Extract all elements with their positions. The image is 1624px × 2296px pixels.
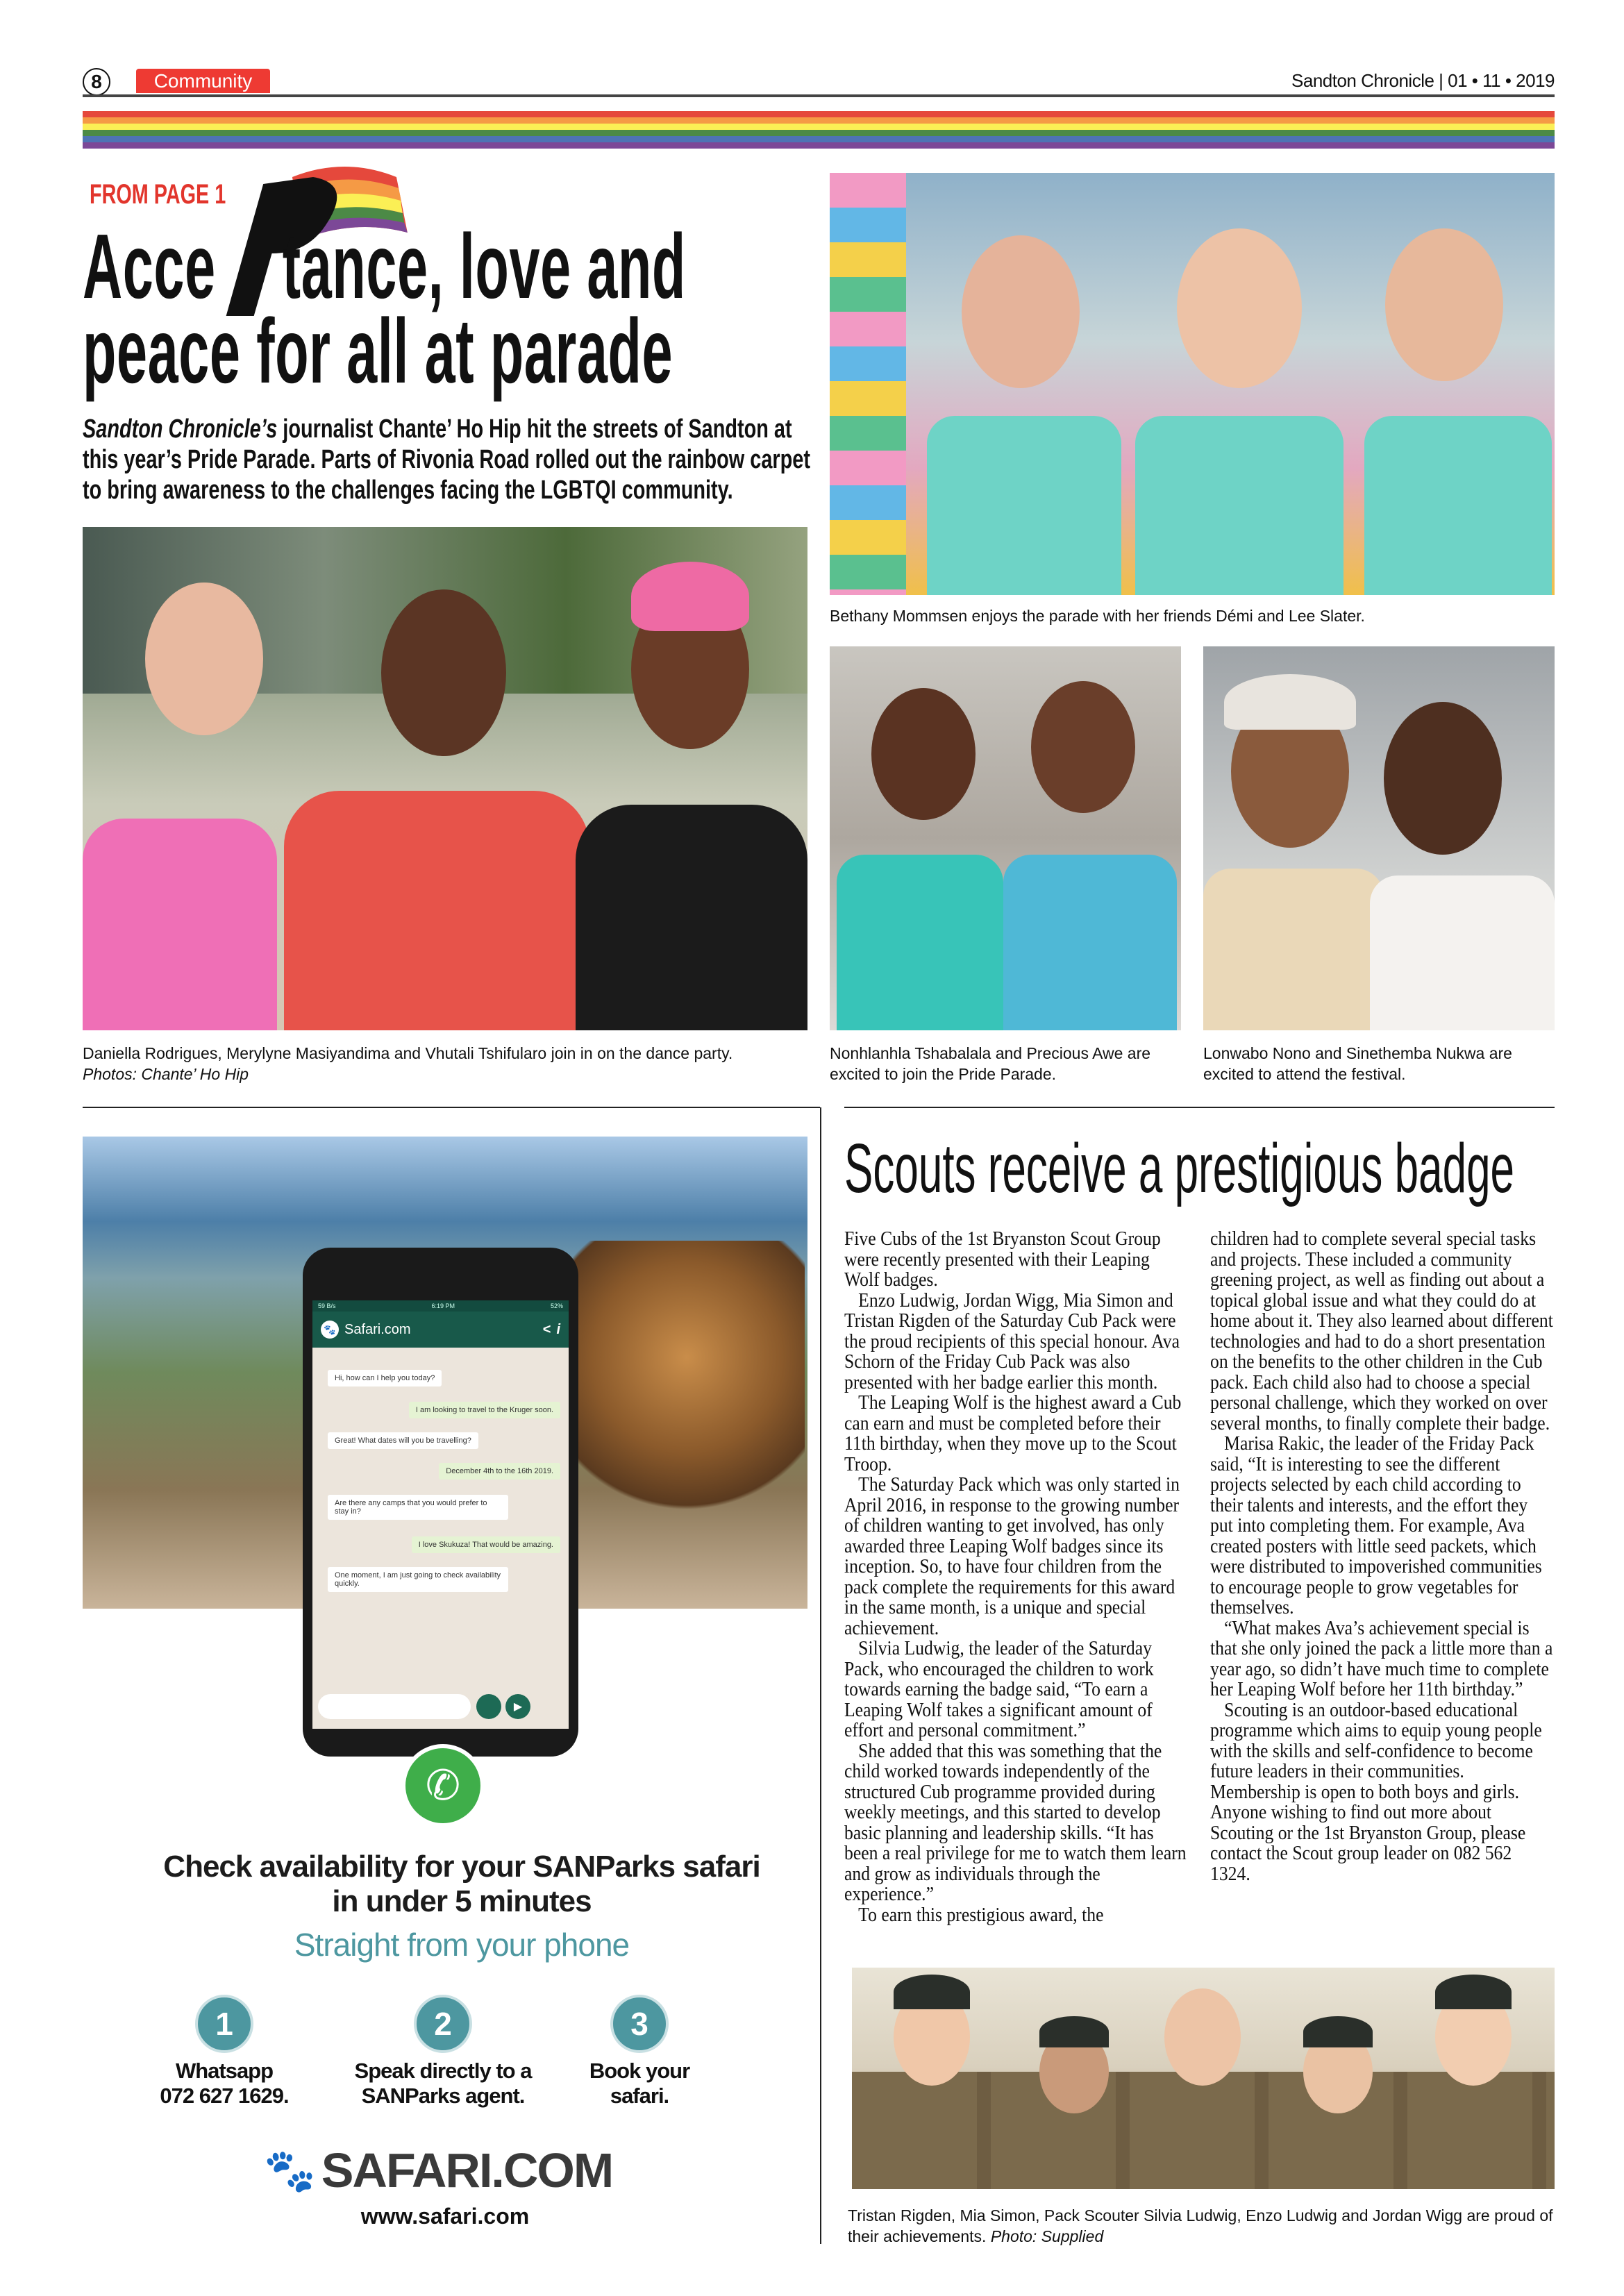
column-divider [820, 1107, 821, 2244]
step-text: Book your safari. [589, 2059, 690, 2108]
status-bar: 59 B/s 6:19 PM 52% [312, 1300, 569, 1312]
attach-button[interactable] [476, 1694, 501, 1719]
masthead-date: Sandton Chronicle | 01 • 11 • 2019 [1291, 70, 1555, 91]
divider [83, 1107, 820, 1108]
article-column-1: Five Cubs of the 1st Bryanston Scout Group were recently presented with their Leaping Wolf badges. Enzo Ludwig, Jordan Wigg, Mia Simon and Tristan Rigden of the Saturday Cub Pack were the proud recipients of this special honour. Ava Schorn of the Friday Cub Pack was also presented with her badge earlier this month. The Leaping Wolf is the highest award a Cub can earn and must be completed before their 11th birthday, when they move up to the Scout Troop. The Saturday Pack which was only started in April 2016, in response to the growing number of children wanting to get involved, has only awarded three Leaping Wolf badges since its inception. So, to have four children from the pack complete the requirements for this award in the same month, is a unique and special achievement. Silvia Ludwig, the leader of the Saturday Pack, who encouraged the children to work towards earning the badge said, “To earn a Leaping Wolf takes a significant amount of effort and personal commitment.” She added that this was something that the child worked towards independently of the structured Cub programme provided during weekly meetings, and this started to develop basic planning and leadership skills. “It has been a real privilege for me to watch them learn and grow as individuals through the experience.” To earn this prestigious award, the [844, 1228, 1187, 1926]
paw-icon: 🐾 [321, 1321, 339, 1339]
headline-line-2: peace for all at parade [83, 300, 673, 402]
step-text: Whatsapp 072 627 1629. [160, 2059, 289, 2108]
info-icon[interactable]: i [556, 1321, 560, 1337]
safari-logo: 🐾 SAFARI.COM [264, 2143, 613, 2197]
chat-message: I am looking to travel to the Kruger soon. [409, 1402, 560, 1418]
photo-two-women [830, 646, 1181, 1030]
photo-bethany-and-friends [830, 173, 1555, 595]
ad-subheadline: Straight from your phone [294, 1927, 630, 1963]
section-tag: Community [136, 69, 270, 93]
chat-message: Great! What dates will you be travelling? [328, 1432, 478, 1449]
dek-line: Sandton Chronicle’s journalist Chante’ Ho Hip hit the streets of Sandton at [83, 414, 792, 444]
step-number: 3 [610, 1995, 669, 2053]
dek-line: this year’s Pride Parade. Parts of Rivonia Road rolled out the rainbow carpet [83, 445, 810, 474]
chat-message: One moment, I am just going to check availability quickly. [328, 1567, 508, 1592]
paw-icon: 🐾 [264, 2147, 316, 2194]
rainbow-banner [83, 111, 1555, 149]
photo-caption: Daniella Rodrigues, Merylyne Masiyandima and Vhutali Tshifularo join in on the dance party. Photos: Chante’ Ho Hip [83, 1044, 733, 1083]
article-column-2: children had to complete several special tasks and projects. These included a community greening project, as well as finding out about a topical global issue and what they could do at home about it. They also learned about different technologies and had to do a short presentation on the benefits to the other children in the Cub pack. Each child also had to choose a special personal challenge, which they worked on over several months, to finally complete their badge. Marisa Rakic, the leader of the Friday Pack said, “It is interesting to see the different projects selected by each child according to their talents and interests, and the effort they put into completing them. For example, Ava created posters with little seed packets, which were distributed to impoverished communities to encourage people to grow vegetables for themselves. “What makes Ava’s achievement special is that she only joined the pack a little more than a year ago, so didn’t have much time to complete her Leaping Wolf before her 11th birthday.” Scouting is an outdoor-based educational programme which aims to equip young people with the skills and self-confidence to become future leaders in their communities. Membership is open to both boys and girls. Anyone wishing to find out more about Scouting or the 1st Bryanston Group, please contact the Scout group leader on 082 562 1324. [1210, 1228, 1553, 1885]
photo-caption: Nonhlanhla Tshabalala and Precious Awe are excited to join the Pride Parade. [830, 1044, 1151, 1083]
kicker: FROM PAGE 1 [90, 179, 226, 210]
photo-two-men [1203, 646, 1555, 1030]
app-header: 🐾 Safari.com < i [312, 1312, 569, 1348]
photo-caption: Tristan Rigden, Mia Simon, Pack Scouter Silvia Ludwig, Enzo Ludwig and Jordan Wigg are proud of their achievements. Photo: Supplied [848, 2206, 1553, 2245]
header-rule [83, 94, 1555, 97]
share-icon[interactable]: < [542, 1321, 551, 1337]
phone-mockup [303, 1248, 578, 1757]
send-button[interactable]: ▶ [505, 1694, 530, 1719]
photo-caption: Lonwabo Nono and Sinethemba Nukwa are excited to attend the festival. [1203, 1044, 1512, 1083]
lion-image [569, 1241, 805, 1532]
page-number: 8 [83, 68, 110, 96]
message-input[interactable] [318, 1694, 471, 1719]
step-number: 2 [414, 1995, 472, 2053]
chat-message: Are there any camps that you would prefer to stay in? [328, 1495, 508, 1520]
divider [844, 1107, 1555, 1108]
photo-scouts [852, 1968, 1555, 2189]
ad-headline: Check availability for your SANParks safari [163, 1850, 760, 1884]
chat-message: December 4th to the 16th 2019. [439, 1463, 560, 1480]
ad-url[interactable]: www.safari.com [360, 2204, 530, 2229]
scouts-headline: Scouts receive a prestigious badge [844, 1130, 1515, 1207]
chat-message: Hi, how can I help you today? [328, 1370, 442, 1386]
ad-headline: in under 5 minutes [332, 1884, 592, 1918]
headline-line-1: Acce tance, love and [83, 215, 686, 317]
dek-line: to bring awareness to the challenges facing the LGBTQI community. [83, 476, 733, 505]
step-text: Speak directly to a SANParks agent. [354, 2059, 532, 2108]
photo-caption: Bethany Mommsen enjoys the parade with her friends Démi and Lee Slater. [830, 607, 1365, 625]
chat-message: I love Skukuza! That would be amazing. [412, 1536, 560, 1553]
step-number: 1 [195, 1995, 253, 2053]
whatsapp-icon: ✆ [401, 1744, 485, 1827]
photo-three-women [83, 527, 807, 1030]
